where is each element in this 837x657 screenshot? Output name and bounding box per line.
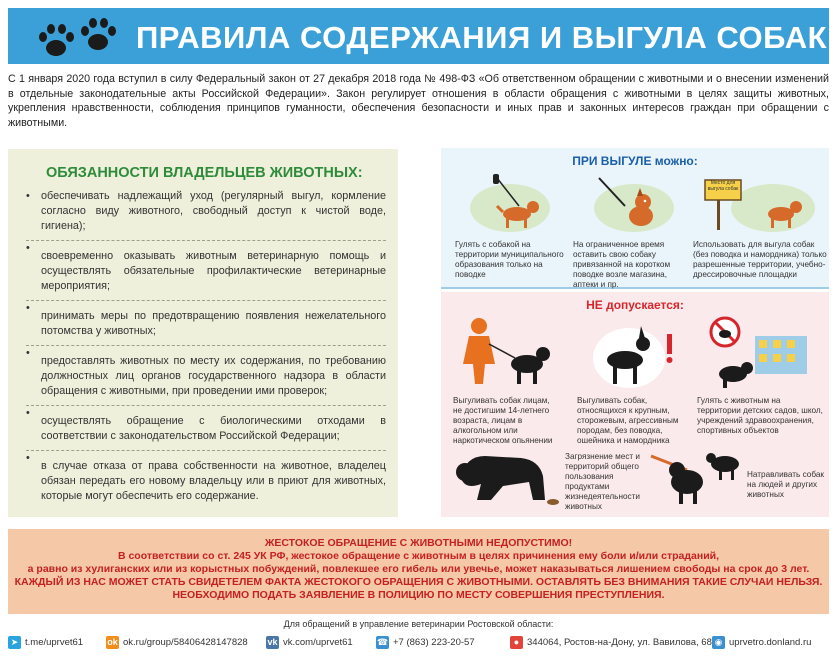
forbidden-item: Загрязнение мест и территорий общего пользования продуктами жизнедеятельности животных [565,452,641,511]
forbidden-item: Натравливать собак на людей и других животных [747,470,824,499]
cruelty-line: НЕОБХОДИМО ПОДАТЬ ЗАЯВЛЕНИЕ В ПОЛИЦИЮ ПО МЕСТУ СОВЕРШЕНИЯ ПРЕСТУПЛЕНИЯ. [172,589,665,601]
phone-icon: ☎ [376,637,389,647]
duty-item: • принимать меры по предотвращению появления нежелательного потомства у животных; [26,300,386,339]
contact-phone[interactable] [376,636,475,649]
contact-odnoklassniki[interactable] [106,636,248,649]
cruelty-line: а равно из хулиганских или из корыстных побуждений, повлекшее его гибель или увечье, может наказываться лишением свободы на срок до 3 лет. [27,563,810,575]
cruelty-headline: ЖЕСТОКОЕ ОБРАЩЕНИЕ С ЖИВОТНЫМИ НЕДОПУСТИМО! [264,537,573,549]
contact-text: ok.ru/group/58406428147828 [123,637,248,648]
dog-fouling-icon [451,442,561,508]
cruelty-line: КАЖДЫЙ ИЗ НАС МОЖЕТ СТАТЬ СВИДЕТЕЛЕМ ФАКТА ЖЕСТОКОГО ОБРАЩЕНИЯ С ЖИВОТНЫМИ. ОСТАВЛЯТЬ БЕЗ ВНИМАНИЯ ТАКИЕ СЛУЧАИ НЕЛЬЗЯ. [14,576,823,588]
header-banner [8,8,829,64]
forbidden-panel [441,292,829,517]
duty-item: • в случае отказа от права собственности на животное, владелец обязан передать его новому владельцу или в приют для животных, которые могут обеспечить его содержание. [26,450,386,504]
allowed-item: Гулять с собакой на территории муниципального образования только на поводке [455,240,564,279]
tied-dog-icon [579,174,689,234]
animal-cruelty-notice [8,529,829,614]
intro-paragraph: С 1 января 2020 года вступил в силу Федеральный закон от 27 декабря 2018 года № 498-ФЗ «Об ответственном обращении с животными и о внесении изменений в отдельные законодательные акты Российской Федерации». Закон регулирует отношения в области обращения с животными в целях защиты животных, укрепления нравственности, соблюдения принципов гуманности, обеспечения безопасности и иных прав и законных интересов граждан при обращении с животными. [8,73,829,129]
allowed-title: ПРИ ВЫГУЛЕ можно: [572,154,698,168]
contact-telegram[interactable] [8,636,83,649]
no-dogs-sign-icon [703,314,823,392]
allowed-panel [441,148,829,289]
child-walking-dog-icon [455,314,555,392]
vk-icon: vk [267,637,278,647]
forbidden-title: НЕ допускается: [586,298,684,312]
contacts-title: Для обращений в управление ветеринарии Ростовской области: [283,619,554,629]
dog-attack-icon [647,442,745,508]
paw-prints-icon [34,18,120,58]
cruelty-line: В соответствии со ст. 245 УК РФ, жестокое обращение с животным в целях причинения ему боли и/или страданий, [117,550,720,562]
forbidden-item: Выгуливать собак, относящихся к крупным, сторожевым, агрессивным породам, без поводка, ошейника и намордника [577,396,679,445]
duty-item: • обеспечивать надлежащий уход (регулярный выгул, кормление согласно виду животного, свободный доступ к чистой воде, гигиена); [26,189,386,234]
duty-item: • своевременно оказывать животным ветеринарную помощь и осуществлять обязательные профилактические ветеринарные мероприятия; [26,240,386,294]
allowed-item: Использовать для выгула собак (без поводка и намордника) только разрешенные территории, учебно-дрессировочные площадки [693,240,827,279]
duty-item: • осуществлять обращение с биологическими отходами в соответствии с законодательством Российской Федерации; [26,405,386,444]
page-title: ПРАВИЛА СОДЕРЖАНИЯ И ВЫГУЛА СОБАК [136,20,828,55]
duties-list [26,189,386,504]
owner-duties-panel [8,149,398,517]
large-dog-warning-icon [579,314,679,392]
telegram-icon: ➤ [8,636,21,649]
odnoklassniki-icon: ok [107,637,118,647]
dog-on-leash-icon [455,174,565,234]
forbidden-item: Выгуливать собак лицам, не достигшим 14-летнего возраста, лицам в алкогольном или наркотическом опьянении [453,396,553,445]
contact-website[interactable] [712,636,811,649]
contact-text: vk.com/uprvet61 [283,637,353,648]
contact-text: 344064, Ростов-на-Дону, ул. Вавилова, 68 [527,637,712,648]
contact-vk[interactable] [266,636,353,649]
contact-text: +7 (863) 223-20-57 [393,637,475,648]
forbidden-item: Гулять с животным на территории детских садов, школ, учреждений здравоохранения, спортивных объектов [697,396,823,435]
duties-title: ОБЯЗАННОСТИ ВЛАДЕЛЬЦЕВ ЖИВОТНЫХ: [46,165,363,181]
contact-address[interactable] [510,636,712,649]
contact-text: uprvetro.donland.ru [729,637,812,648]
dog-area-sign-label: Место для выгула собак [707,180,739,192]
website-icon: ◉ [712,636,725,649]
contacts-bar [8,634,829,654]
duty-item: • предоставлять животных по месту их содержания, по требованию должностных лиц органов государственного надзора в области обращения с животными, при проведении ими проверок; [26,345,386,399]
contact-text: t.me/uprvet61 [25,637,84,648]
map-pin-icon: ● [510,636,523,649]
allowed-item: На ограниченное время оставить свою собаку привязанной на коротком поводке возле магазина, аптеки и пр. [573,240,671,289]
